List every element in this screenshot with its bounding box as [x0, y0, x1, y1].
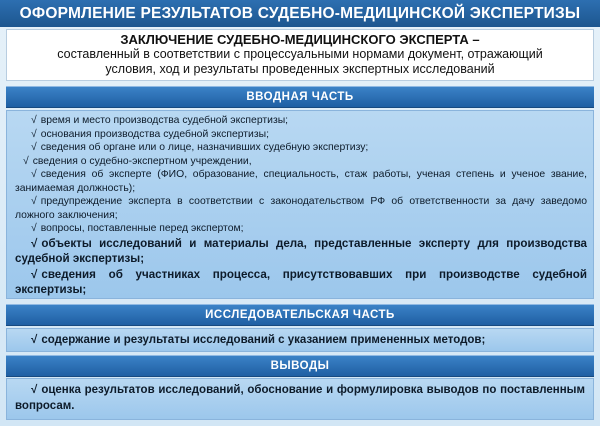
section-header-research: ИССЛЕДОВАТЕЛЬСКАЯ ЧАСТЬ — [6, 304, 594, 326]
list-item: √ предупреждение эксперта в соответствии с законодательством РФ об ответственности за дачу заведомо ложного заключения; — [15, 196, 587, 221]
check-icon: √ — [23, 155, 29, 167]
list-item: √ время и место производства судебной экспертизы; — [15, 114, 587, 128]
list-item: √ сведения о судебно-экспертном учреждении, — [15, 155, 587, 169]
page-title: ОФОРМЛЕНИЕ РЕЗУЛЬТАТОВ СУДЕБНО-МЕДИЦИНСКОЙ ЭКСПЕРТИЗЫ — [0, 0, 600, 27]
list-item: √ объекты исследований и материалы дела, представленные эксперту для производства судебной экспертизы; — [15, 236, 587, 265]
check-icon: √ — [31, 142, 37, 153]
list-item: √ сведения об участниках процесса, присутствовавших при производстве судебной экспертизы; — [15, 267, 587, 296]
check-icon: √ — [31, 384, 38, 396]
section-header-intro: ВВОДНАЯ ЧАСТЬ — [6, 86, 594, 108]
definition-heading: ЗАКЛЮЧЕНИЕ СУДЕБНО-МЕДИЦИНСКОГО ЭКСПЕРТА – — [120, 32, 480, 47]
section-panel-intro — [6, 110, 594, 299]
definition-box — [6, 29, 594, 81]
check-icon: √ — [31, 223, 37, 234]
definition-line-1: составленный в соответствии с процессуальными нормами документ, отражающий — [57, 47, 543, 61]
section-panel-conclusions — [6, 378, 594, 420]
check-icon: √ — [31, 236, 38, 250]
check-icon: √ — [31, 196, 37, 207]
check-icon: √ — [31, 115, 37, 126]
section-panel-research — [6, 328, 594, 352]
list-item: √ содержание и результаты исследований с указанием примененных методов; — [15, 332, 585, 349]
definition-line-2: условия, ход и результаты проведенных экспертных исследований — [105, 62, 495, 76]
check-icon: √ — [31, 169, 37, 180]
check-icon: √ — [31, 128, 37, 140]
list-item: √ вопросы, поставленные перед экспертом; — [15, 222, 587, 236]
list-item: √ оценка результатов исследований, обоснование и формулировка выводов по поставленным вопросам. — [15, 384, 585, 412]
check-icon: √ — [31, 267, 38, 281]
list-item: √ сведения об эксперте (ФИО, образование, специальность, стаж работы, ученая степень и ученое звание, занимаемая должность); — [15, 169, 587, 194]
list-item: √ основания производства судебной экспертизы; — [15, 128, 587, 142]
check-icon: √ — [31, 334, 38, 346]
section-header-conclusions: ВЫВОДЫ — [6, 355, 594, 377]
list-item: √ сведения об органе или о лице, назначивших судебную экспертизу; — [15, 141, 587, 155]
